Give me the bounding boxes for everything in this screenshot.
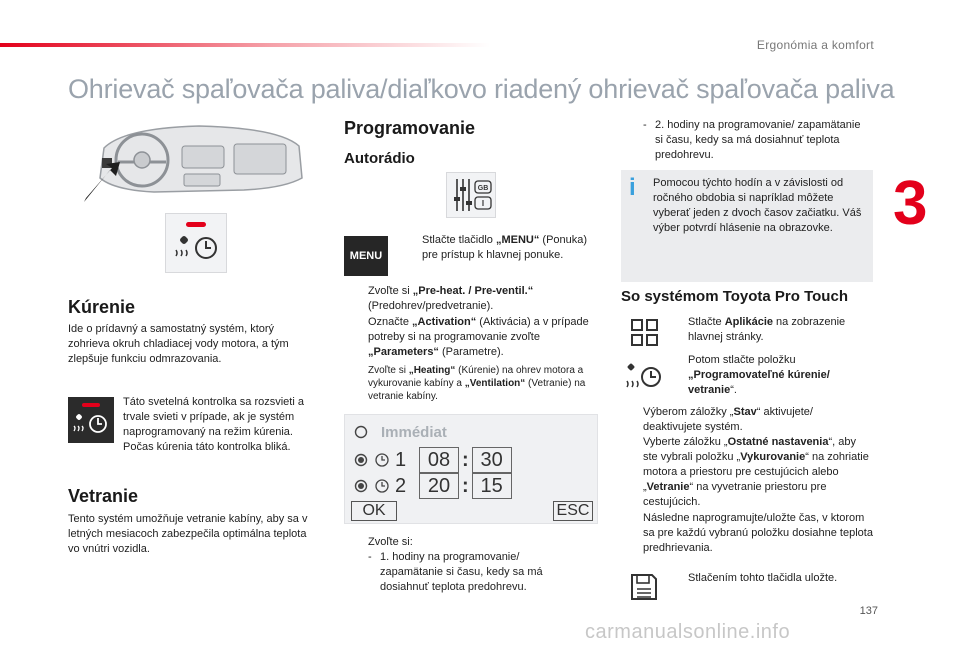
step3-bold2: „Parameters“ (368, 346, 439, 358)
page-number: 137 (859, 605, 878, 617)
step3-post: (Parametre). (438, 346, 504, 358)
info-icon: i (629, 174, 636, 201)
step1-pre: Stlačte tlačidlo (422, 234, 496, 246)
timer-1-colon: : (462, 448, 469, 471)
r6-text: Stlačením tohto tlačidla uložte. (688, 572, 838, 584)
screen-ok-button: OK (351, 501, 397, 521)
step1-post: (Ponuka) pre prístup k hlavnej ponuke. (422, 234, 588, 261)
step-programmable-heating (668, 353, 868, 398)
step-choose-sub1 (368, 550, 578, 595)
step5-sub1-text: 1. hodiny na programovanie/ zapamätanie si času, kedy sa má dosiahnuť teplota predohrevu. (380, 551, 543, 593)
clock-icon (373, 451, 391, 469)
step-apps (668, 315, 868, 345)
step-press-menu (398, 233, 598, 263)
timer-2-number: 2 (395, 474, 407, 497)
radio-screen-mockup (344, 414, 598, 524)
r3-bold: Stav (733, 406, 757, 418)
screen-row-1 (353, 447, 512, 473)
screen-esc-button: ESC (553, 501, 593, 521)
step5-label: Zvoľte si: (368, 536, 413, 548)
step-choose-sub2 (643, 118, 868, 163)
save-icon (629, 572, 659, 602)
r4-bold3: Vetranie (646, 481, 690, 493)
step4-bold2: „Ventilation“ (464, 378, 526, 389)
step4-post: (Vetranie) na vetranie kabíny. (368, 378, 586, 402)
r3-pre: Výberom záložky „ (643, 406, 734, 418)
r4-pre: Vyberte záložku „ (643, 436, 728, 448)
step3-mid: (Aktivácia) a v prípade potreby si na programovanie zvoľte (368, 316, 589, 343)
programmable-heating-icon (622, 357, 664, 391)
step2-bold: „Pre-heat. / Pre-ventil.“ (412, 285, 534, 297)
ventilation-title: Vetranie (68, 486, 139, 506)
step-program-time (621, 511, 873, 556)
heater-icon-box (165, 213, 227, 273)
timer-1-minutes: 30 (472, 447, 512, 473)
info-text: Pomocou týchto hodín a v závislosti od ročného obdobia si napríklad môžete vyberať jeden z dvoch časov začiatku. Váš výber potvrdí hlásenie na obrazovke. (653, 177, 862, 234)
step4-pre: Zvoľte si (368, 365, 409, 376)
timer-2-hours: 20 (419, 473, 459, 499)
radio-selected-icon (353, 478, 369, 494)
radio-unselected-icon (353, 424, 369, 440)
r1-bold: Aplikácie (724, 316, 773, 328)
heating-text: Ide o prídavný a samostatný systém, ktorý zohrieva okruh chladiacej vody motora, a tým zlepšuje funkciu odmrazovania. (68, 323, 289, 365)
dash-marker: - (643, 119, 647, 131)
header-accent-bar (0, 43, 490, 47)
step-status (621, 405, 871, 435)
radio-title: Autorádio (344, 150, 415, 167)
heating-title: Kúrenie (68, 297, 136, 317)
svg-text:I: I (481, 199, 485, 208)
step3-bold: „Activation“ (412, 316, 477, 328)
step1-bold: „MENU“ (495, 234, 540, 246)
step2-post: (Predohrev/predvetranie). (368, 300, 494, 312)
step2-pre: Zvoľte si (368, 285, 413, 297)
screen-row-2 (353, 473, 512, 499)
r2-post: “. (730, 384, 737, 396)
watermark: carmanualsonline.info (585, 621, 791, 643)
r3-post: “ aktivujete/ deaktivujete systém. (643, 406, 813, 433)
screen-header-row (353, 423, 447, 441)
settings-gb-icon-box (446, 172, 496, 218)
r1-post: na zobrazenie hlavnej stránky. (688, 316, 846, 343)
step3-pre: Označte (368, 316, 413, 328)
step4-bold: „Heating“ (408, 365, 456, 376)
menu-button-icon: MENU (344, 236, 388, 276)
timer-2-minutes: 15 (472, 473, 512, 499)
radio-selected-icon (353, 452, 369, 468)
svg-text:GB: GB (477, 185, 489, 192)
dashboard-illustration (84, 118, 314, 206)
step4-mid: (Kúrenie) na ohrev motora a vykurovanie kabíny a (368, 365, 584, 389)
step-choose (344, 535, 599, 550)
timer-1-hours: 08 (419, 447, 459, 473)
r5-text: Následne naprogramujte/uložte čas, v ktorom sa pre každú vybranú položku dosiahne teplota predhrievania. (643, 512, 873, 554)
r4-post: “ na vyvetranie priestoru pre cestujúcich. (643, 481, 827, 508)
r4-bold2: Vykurovanie (740, 451, 806, 463)
info-box (621, 170, 873, 282)
r2-bold: „Programovateľné kúrenie/ vetranie (688, 369, 830, 396)
chapter-number: 3 (893, 169, 928, 238)
step-preheat (344, 284, 599, 314)
programming-title: Programovanie (344, 118, 476, 138)
r2-pre: Potom stlačte položku (688, 354, 796, 366)
page-title: Ohrievač spaľovača paliva/diaľkovo riadený ohrievač spaľovača paliva (68, 74, 895, 104)
apps-grid-icon (630, 318, 660, 348)
r4-mid2: “ na zohriatie motora a priestoru pre cestujúcich alebo „ (643, 451, 869, 493)
ventilation-text: Tento systém umožňuje vetranie kabíny, aby sa v letných mesiacoch zabezpečila optimálna teplota vo vnútri vozidla. (68, 513, 308, 555)
step-heating-ventilation (344, 364, 604, 403)
heater-warning-lamp-icon (68, 397, 114, 443)
sub2-text: 2. hodiny na programovanie/ zapamätanie si času, kedy sa má dosiahnuť teplota predohrevu. (655, 119, 861, 161)
toyota-pro-touch-title: So systémom Toyota Pro Touch (621, 288, 848, 305)
r4-bold: Ostatné nastavenia (727, 436, 829, 448)
r4-mid: “, aby ste vybrali položku „ (643, 436, 856, 463)
timer-2-colon: : (462, 474, 469, 497)
step-other-settings (621, 435, 873, 510)
dash-marker: - (368, 551, 372, 563)
clock-icon (373, 477, 391, 495)
screen-header-label: Immédiat (381, 423, 447, 441)
step-save (668, 571, 868, 586)
lamp-text: Táto svetelná kontrolka sa rozsvieti a trvale svieti v prípade, ak je systém naprogramovaný na režim kúrenia. Počas kúrenia táto kontrolka bliká. (123, 396, 304, 453)
section-label: Ergonómia a komfort (756, 38, 874, 52)
timer-1-number: 1 (395, 448, 407, 471)
r1-pre: Stlačte (688, 316, 725, 328)
step-activation (344, 315, 599, 360)
